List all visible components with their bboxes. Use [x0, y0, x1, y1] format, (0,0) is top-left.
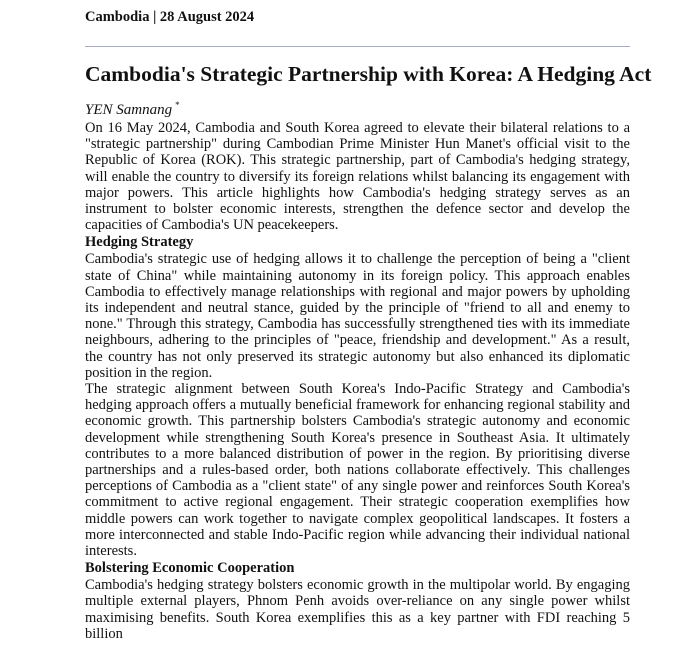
paragraph: Cambodia's strategic use of hedging allows it to challenge the perception of being a "client state of China" while maintaining autonomy in its foreign policy. This approach enables Cambodia to effectively manage relationships with regional and major powers by upholding its independent and neutral stance, guided by the principle of "friend to all and enemy to none." Through this strategy, Cambodia has successfully strengthened ties with its immediate neighbours, adhering to the principles of "peace, friendship and development." As a result, the country has not only preserved its strategic autonomy but also enhanced its diplomatic position in the region.: [85, 251, 630, 381]
author-footnote-marker[interactable]: *: [175, 100, 180, 110]
article-title: Cambodia's Strategic Partnership with Korea: A Hedging Act: [85, 62, 652, 86]
intro-paragraph: On 16 May 2024, Cambodia and South Korea agreed to elevate their bilateral relations to a "strategic partnership" during Cambodian Prime Minister Hun Manet's official visit to the Republic of Korea (ROK). This strategic partnership, part of Cambodia's hedging strategy, will enable the country to diversify its foreign relations whilst balancing its engagement with major powers. This article highlights how Cambodia's hedging strategy serves as an instrument to bolster economic interests, strengthen the defence sector and develop the capacities of Cambodia's UN peacekeepers.: [85, 120, 630, 234]
paragraph: Cambodia's hedging strategy bolsters economic growth in the multipolar world. By engaging multiple external players, Phnom Penh avoids over-reliance on any single power whilst maximising benefits. South Korea exemplifies this as a key partner with FDI reaching 5 billion: [85, 577, 630, 642]
section-heading-hedging-strategy: Hedging Strategy: [85, 234, 194, 251]
author-byline: [85, 95, 630, 120]
section-heading-bolstering-economic-cooperation: Bolstering Economic Cooperation: [85, 560, 295, 577]
author-name: YEN Samnang: [85, 102, 173, 118]
document-page: [85, 0, 652, 642]
header-divider: [85, 46, 630, 47]
dateline: Cambodia | 28 August 2024: [85, 9, 255, 25]
paragraph: The strategic alignment between South Korea's Indo-Pacific Strategy and Cambodia's hedging approach offers a mutually beneficial framework for enhancing regional stability and economic growth. This partnership bolsters Cambodia's strategic autonomy and economic development while strengthening South Korea's presence in Southeast Asia. It ultimately contributes to a more balanced distribution of power in the region. By prioritising diverse partnerships and a rules-based order, both nations collaborate effectively. This challenges perceptions of Cambodia as a "client state" of any single power and reinforces South Korea's commitment to active regional engagement. Their strategic cooperation exemplifies how middle powers can work together to navigate complex geopolitical landscapes. It fosters a more interconnected and stable Indo-Pacific region while advancing their individual national interests.: [85, 381, 630, 560]
